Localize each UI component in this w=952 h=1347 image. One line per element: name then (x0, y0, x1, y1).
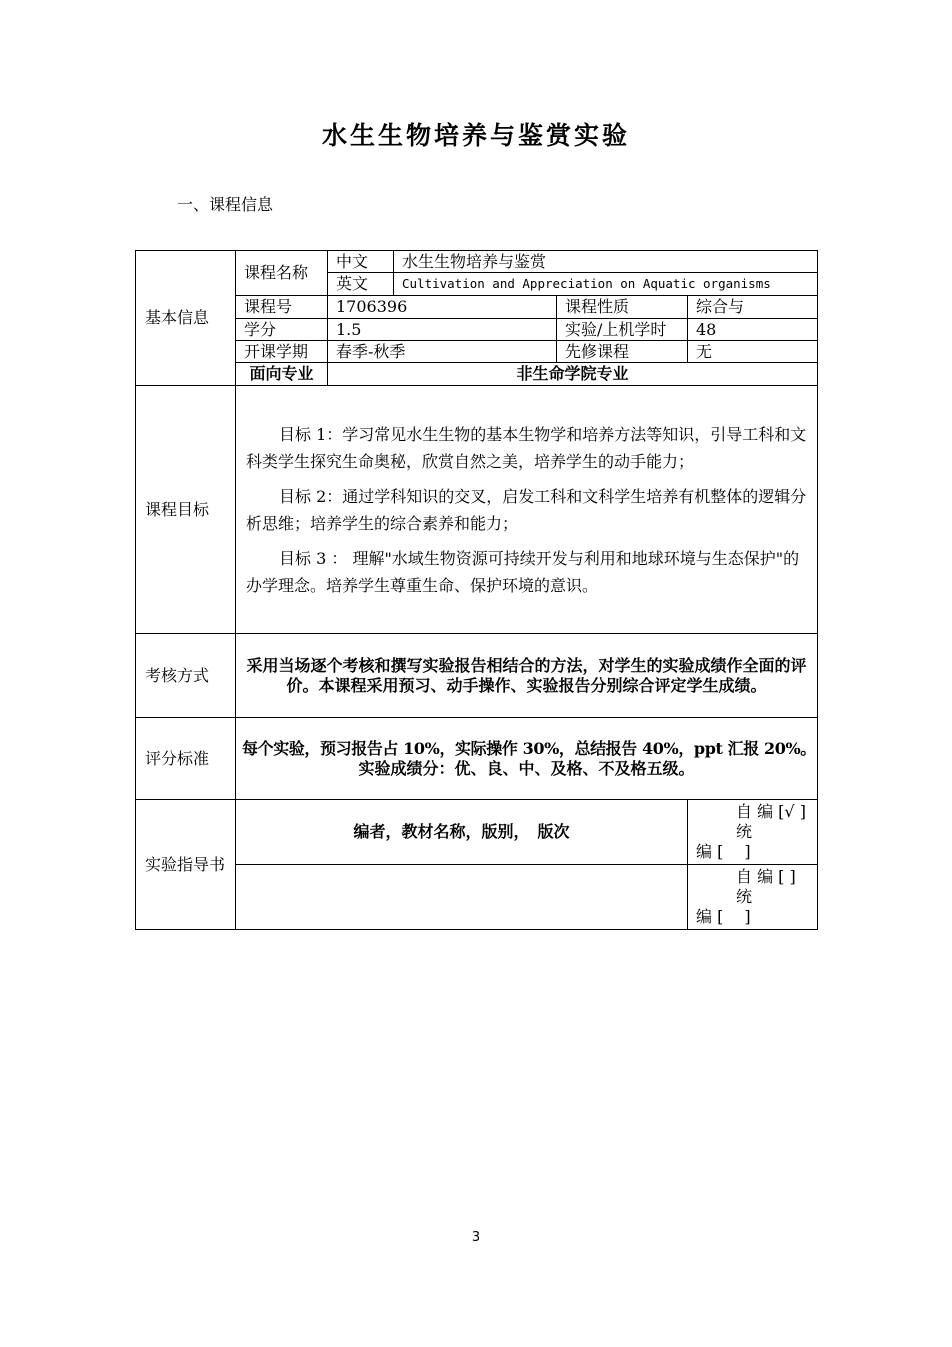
course-no-value: 1706396 (328, 296, 557, 319)
english-course-name: Cultivation and Appreciation on Aquatic organisms (394, 273, 818, 296)
semester-label: 开课学期 (236, 341, 328, 363)
page-title: 水生生物培养与鉴赏实验 (321, 121, 630, 150)
course-nature-label: 课程性质 (557, 296, 688, 319)
english-label: 英文 (328, 273, 394, 296)
lab-guide-label: 实验指导书 (136, 800, 236, 930)
chinese-course-name: 水生生物培养与鉴赏 (394, 251, 818, 273)
course-no-label: 课程号 (236, 296, 328, 319)
edit-row-1-line-b: 编 [ ] (696, 842, 751, 861)
goal-3: 目标 3 ： 理解"水域生物资源可持续开发与利用和地球环境与生态保护"的办学理念。培养学生尊重生命、保护环境的意识。 (246, 548, 800, 595)
prerequisite-label: 先修课程 (557, 341, 688, 363)
edit-row-2-line-a: 自 编 [ ]统 (736, 867, 796, 906)
prerequisite-value: 无 (688, 341, 818, 363)
credit-value: 1.5 (328, 319, 557, 341)
grading-label: 评分标准 (136, 718, 236, 800)
target-major-value: 非生命学院专业 (328, 363, 818, 386)
semester-value: 春季-秋季 (328, 341, 557, 363)
lab-hours-label: 实验/上机学时 (557, 319, 688, 341)
lab-guide-edit-row-1 (688, 800, 818, 865)
grading-line-1: 每个实验，预习报告占 10%，实际操作 30%，总结报告 40%，ppt 汇报 20%。 (242, 738, 816, 758)
target-major-label: 面向专业 (236, 363, 328, 386)
course-name-label: 课程名称 (236, 251, 328, 296)
edit-row-2-line-b: 编 [ ] (696, 907, 751, 926)
goal-2: 目标 2：通过学科知识的交叉，启发工科和文科学生培养有机整体的逻辑分析思维；培养学生的综合素养和能力； (246, 486, 807, 533)
lab-guide-header: 编者，教材名称，版别， 版次 (236, 800, 688, 865)
goal-1: 目标 1：学习常见水生生物的基本生物学和培养方法等知识，引导工科和文科类学生探究生命奥秘，欣赏自然之美，培养学生的动手能力； (246, 424, 807, 471)
course-goals-label: 课程目标 (136, 386, 236, 634)
lab-hours-value: 48 (688, 319, 818, 341)
basic-info-label: 基本信息 (136, 251, 236, 386)
lab-guide-entry (236, 865, 688, 930)
chinese-label: 中文 (328, 251, 394, 273)
assessment-label: 考核方式 (136, 634, 236, 718)
grading-content (236, 718, 818, 800)
course-goals-content (236, 386, 818, 634)
credit-label: 学分 (236, 319, 328, 341)
grading-line-2: 实验成绩分：优、良、中、及格、不及格五级。 (358, 758, 695, 778)
edit-row-1-line-a: 自 编 [√ ]统 (736, 802, 806, 841)
section-heading: 一、课程信息 (177, 195, 274, 214)
course-info-table (135, 250, 818, 930)
lab-guide-edit-row-2 (688, 865, 818, 930)
course-nature-value: 综合与 (688, 296, 818, 319)
page-number: 3 (471, 1230, 481, 1245)
assessment-text: 采用当场逐个考核和撰写实验报告相结合的方法，对学生的实验成绩作全面的评价。本课程采用预习、动手操作、实验报告分别综合评定学生成绩。 (236, 634, 818, 718)
